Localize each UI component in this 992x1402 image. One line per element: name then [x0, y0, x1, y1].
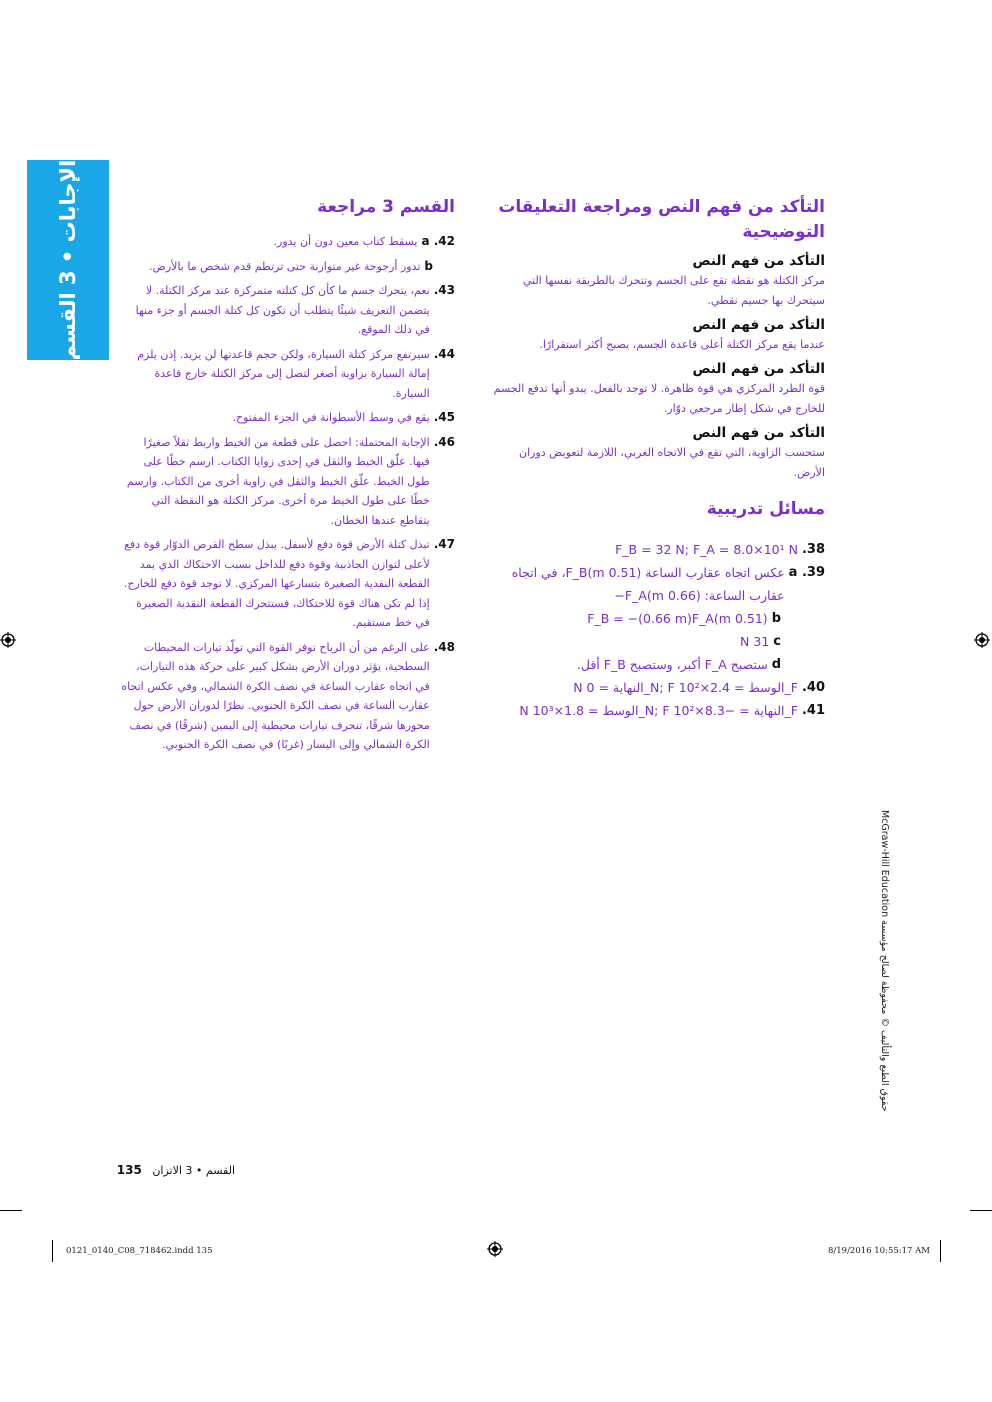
review-item: 47. تبذل كتلة الأرض قوة دفع لأسفل. يبذل سطح القرص الدوّار قوة دفع لأعلى لتوازن الجاذبية وقوة دفع للداخل بسبب الاحتكاك الذي يمد القطعة النقدية الصغيرة بتسارعها المركزي. لا توجد قوة دفع للخارج. إذا لم تكن هناك قوة للاحتكاك، فستتحرك القطعة النقدية الصغيرة في خط مستقيم.: [123, 537, 455, 629]
crop-mark: [940, 1240, 941, 1262]
problem-answer: 40. F_الوسط = 2.4×10² N; F_النهاية = 0 N: [573, 680, 825, 695]
problem-answer: d ستصبح F_A أكبر، وستصبح F_B أقل.: [576, 657, 781, 672]
reading-check-subheading: التأكد من فهم النص: [692, 317, 825, 333]
crop-mark: [970, 1210, 992, 1211]
review-item: 45. يقع في وسط الأسطوانة في الجزء المفتوح.: [232, 410, 455, 424]
reading-check-column: [485, 195, 825, 722]
crop-mark: [0, 1210, 22, 1211]
review-item: 44. سيرتفع مركز كتلة السيارة، ولكن حجم قاعدتها لن يزيد. إذن يلزم إمالة السيارة بزاوية أصغر لتصل إلى مركز الكتلة خارج قاعدة السيارة.: [137, 346, 455, 400]
problem-answer: 39. a عكس اتجاه عقارب الساعة (0.51 m)F_B، في اتجاه عقارب الساعة: (0.66 m)F_A−: [511, 565, 825, 603]
reading-check-answer: ستحسب الزاوية، التي تقع في الاتجاه الغربي، اللازمة لتعويض دوران الأرض.: [519, 446, 825, 479]
review-item: 48. على الرغم من أن الرياح توفر القوة التي تولّد تيارات المحيطات السطحية، يؤثر دوران الأرض بشكل كبير على حركة هذه التيارات، في اتجاه عقارب الساعة في نصف الكرة الشمالي، وفي عكس اتجاه عقارب الساعة في نصف الكرة الجنوبي. نظرًا لدوران الأرض حول محورها شرقًا، تنحرف تيارات محيطية إلى اليمين (شرقًا) في نصف الكرة الشمالي وإلى اليسار (غربًا) في نصف الكرة الجنوبي.: [121, 639, 455, 751]
slug-timestamp: 8/19/2016 10:55:17 AM: [827, 1246, 930, 1256]
review-item: 42. a يسقط كتاب معين دون أن يدور.: [273, 234, 455, 248]
review-item: 46. الإجابة المحتملة: احصل على قطعة من الخيط واربط ثقلاً صغيرًا فيها. علّق الخيط والثقل في إحدى زوايا الكتاب. ارسم خطًا على طول الخيط. علّق الخيط والثقل في زاوية أخرى من الكتاب. وارسم خطًا على طول الخيط مرة أخرى. مركز الكتلة هو النقطة التي يتقاطع عندها الخطان.: [126, 434, 455, 527]
slug-filename: 0121_0140_C08_718462.indd 135: [66, 1246, 213, 1256]
side-tab-label: الإجابات • 3 القسم: [56, 159, 80, 361]
registration-mark-icon: [487, 1241, 503, 1257]
practice-problems-heading: مسائل تدريبية: [706, 499, 825, 519]
page-footer: [117, 1163, 235, 1177]
reading-check-answer: مركز الكتلة هو نقطة تقع على الجسم وتتحرك بالطريقة نفسها التي سيتحرك بها جسيم نقطي.: [522, 274, 825, 307]
review-item: b تدور أرجوحة غير متوازنة حتى ترتطم قدم شخص ما بالأرض.: [149, 258, 433, 273]
reading-check-answer: عندما يقع مركز الكتلة أعلى قاعدة الجسم، يصبح أكثر استقرارًا.: [539, 338, 825, 351]
registration-mark-icon: [974, 632, 990, 648]
problem-answer: b (0.51 m)F_B = −(0.66 m)F_A: [587, 611, 781, 626]
crop-mark: [52, 1240, 53, 1262]
problem-answer: 41. F_النهاية = −8.3×10² N; F_الوسط = 1.8×10³ N: [519, 703, 825, 718]
chapter-side-tab: [27, 160, 109, 360]
reading-check-subheading: التأكد من فهم النص: [692, 253, 825, 269]
registration-mark-icon: [0, 632, 16, 648]
problem-answer: 38. F_B = 32 N; F_A = 8.0×10¹ N: [615, 542, 825, 557]
review-item: 43. نعم، يتحرك جسم ما كأن كل كتلته متمركزة عند مركز الكتلة. لا يتضمن التعريف شيئًا يتطلب أن تكون كل كتلة الجسم أو جزء منها في ذلك الموقع.: [135, 283, 455, 336]
reading-check-heading: التأكد من فهم النص ومراجعة التعليقات التوضيحية: [498, 197, 825, 242]
reading-check-answer: قوة الطرد المركزي هي قوة ظاهرة. لا توجد بالفعل. يبدو أنها تدفع الجسم للخارج في شكل إطار مرجعي دوّار.: [493, 382, 825, 415]
reading-check-subheading: التأكد من فهم النص: [692, 361, 825, 377]
section-review-column: [120, 195, 455, 760]
page-number: 135: [116, 1163, 142, 1177]
section-review-heading: القسم 3 مراجعة: [317, 197, 455, 217]
copyright-credit: حقوق الطبع والتأليف © محفوظة لصالح مؤسسة McGraw-Hill Education: [879, 810, 890, 1112]
reading-check-subheading: التأكد من فهم النص: [692, 425, 825, 441]
problem-answer: c 31 N: [740, 634, 781, 649]
footer-section-label: القسم • 3 الاتزان: [152, 1164, 235, 1177]
